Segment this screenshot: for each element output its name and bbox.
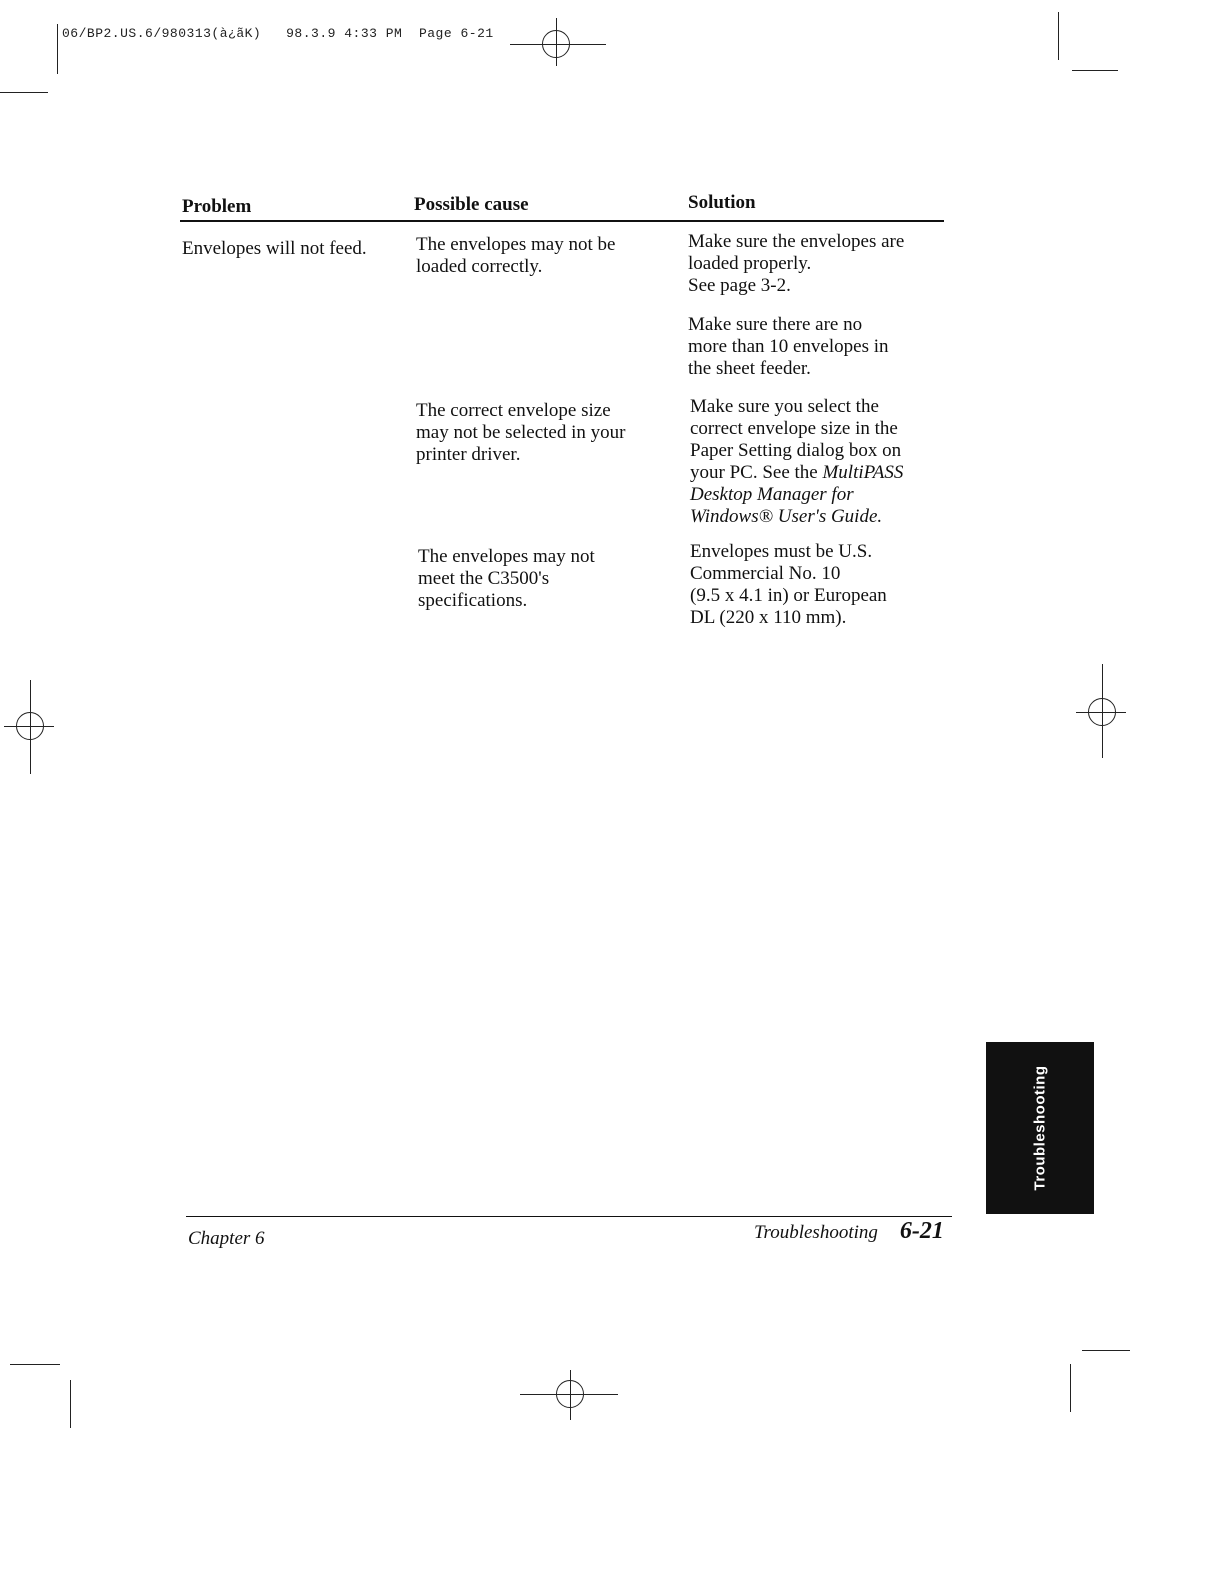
solution-line: DL (220 x 110 mm). <box>690 607 847 628</box>
registration-mark-line <box>30 680 31 774</box>
print-slug: 06/BP2.US.6/980313(à¿ãK) 98.3.9 4:33 PM Page 6-21 <box>62 26 494 41</box>
troubleshooting-table <box>180 192 944 222</box>
solution-line: Commercial No. 10 <box>690 563 841 584</box>
registration-mark-line <box>570 1370 571 1420</box>
registration-mark-line <box>556 18 557 66</box>
solution-line <box>690 462 903 484</box>
cause-line: specifications. <box>418 590 528 611</box>
cause-line: The correct envelope size <box>416 400 611 421</box>
solution-line: the sheet feeder. <box>688 358 811 379</box>
solution-text: your PC. See the <box>690 462 823 483</box>
guide-title: Desktop Manager for <box>690 484 854 505</box>
solution-line: correct envelope size in the <box>690 418 898 439</box>
table-row <box>690 396 903 528</box>
solution-line: See page 3-2. <box>688 275 791 296</box>
table-row <box>418 546 595 612</box>
solution-line: Make sure the envelopes are <box>688 231 905 252</box>
solution-line: Make sure there are no <box>688 314 863 335</box>
cause-line: printer driver. <box>416 444 521 465</box>
cause-line: loaded correctly. <box>416 256 543 277</box>
solution-line: (9.5 x 4.1 in) or European <box>690 585 887 606</box>
table-row <box>416 400 625 466</box>
header-problem: Problem <box>182 196 252 217</box>
footer-rule <box>186 1216 952 1217</box>
registration-mark-line <box>510 44 606 45</box>
solution-line: loaded properly. <box>688 253 812 274</box>
guide-title: MultiPASS <box>822 462 904 483</box>
table-row <box>690 541 887 629</box>
crop-mark <box>57 24 58 74</box>
cause-line: The envelopes may not be <box>416 234 616 255</box>
header-possible-cause: Possible cause <box>414 194 529 215</box>
table-row <box>416 234 615 278</box>
crop-mark <box>0 92 48 93</box>
solution-line: Make sure you select the <box>690 396 879 417</box>
section-tab-label: Troubleshooting <box>1031 1065 1049 1191</box>
crop-mark <box>1070 1364 1071 1412</box>
registration-mark-line <box>4 726 54 727</box>
section-tab <box>986 1042 1094 1214</box>
crop-mark <box>10 1364 60 1365</box>
header-solution: Solution <box>688 192 756 213</box>
crop-mark <box>1082 1350 1130 1351</box>
crop-mark <box>1072 70 1118 71</box>
table-header <box>180 192 944 222</box>
cause-line: The envelopes may not <box>418 546 595 567</box>
guide-title: Windows® User's Guide. <box>690 506 883 527</box>
crop-mark <box>70 1380 71 1428</box>
cause-line: meet the C3500's <box>418 568 550 589</box>
solution-line: more than 10 envelopes in <box>688 336 889 357</box>
registration-mark-line <box>520 1394 618 1395</box>
registration-mark-line <box>1076 712 1126 713</box>
footer-section-title: Troubleshooting <box>754 1222 878 1243</box>
registration-mark-line <box>1102 664 1103 758</box>
footer-chapter: Chapter 6 <box>188 1228 265 1249</box>
cause-line: may not be selected in your <box>416 422 626 443</box>
footer-section <box>754 1218 944 1245</box>
table-row <box>688 231 904 297</box>
solution-line: Envelopes must be U.S. <box>690 541 873 562</box>
problem-cell: Envelopes will not feed. <box>182 238 367 259</box>
table-row <box>688 314 889 380</box>
solution-line: Paper Setting dialog box on <box>690 440 902 461</box>
page-number: 6-21 <box>899 1218 944 1244</box>
crop-mark <box>1058 12 1059 60</box>
